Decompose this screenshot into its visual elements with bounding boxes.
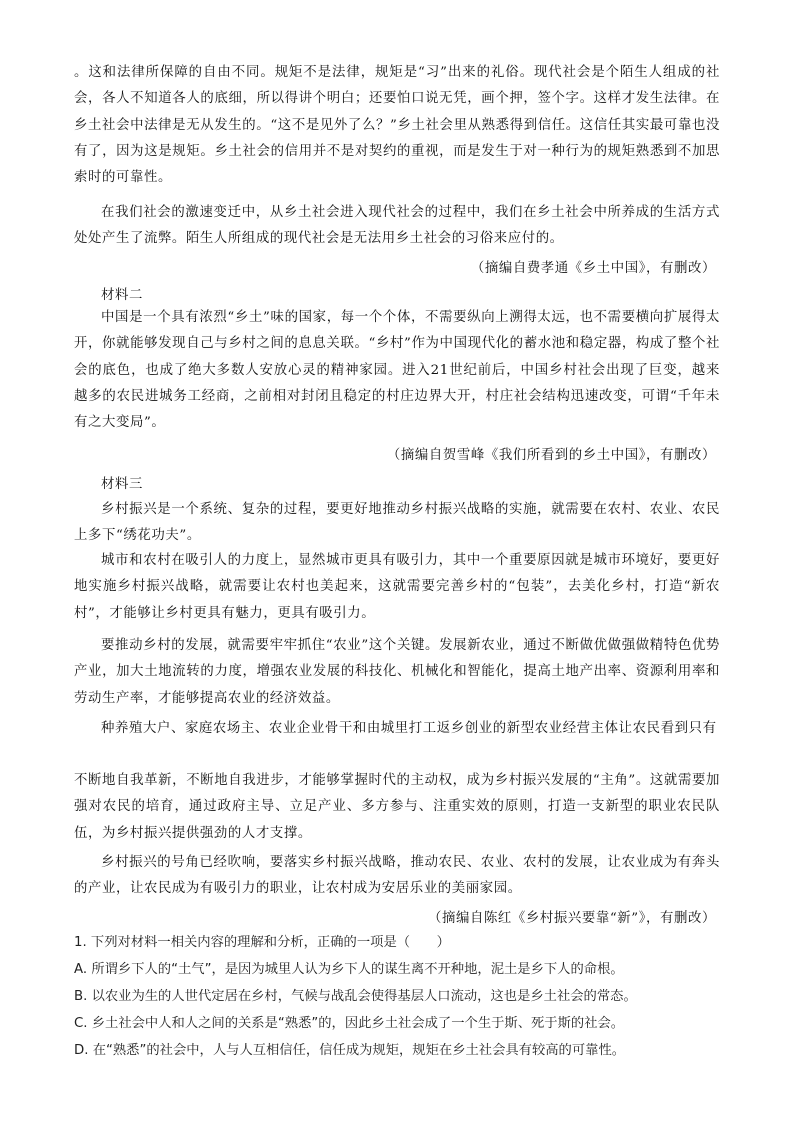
paragraph-material-3-5: 不断地自我革新，不断地自我进步，才能够掌握时代的主动权，成为乡村振兴发展的“主角”。这就需要加强对农民的培育，通过政府主导、立足产业、多方参与、注重实效的原则，打造一支新型的职业农民队伍，为乡村振兴提供强劲的人才支撑。 xyxy=(74,773,720,841)
heading-material-3: 材料三 xyxy=(101,477,143,492)
option-c: C. 乡土社会中人和人之间的关系是“熟悉”的，因此乡土社会成了一个生于斯、死于斯的社会。 xyxy=(74,1016,625,1031)
question-block xyxy=(74,929,734,1064)
paragraph-material-3-2: 城市和农村在吸引人的力度上，显然城市更具有吸引力，其中一个重要原因就是城市环境好，要更好地实施乡村振兴战略，就需要让农村也美起来，这就需要完善乡村的“包装”，去美化乡村，打造“新农村”，才能够让乡村更具有魅力，更具有吸引力。 xyxy=(74,553,720,621)
paragraph-material-3-6: 乡村振兴的号角已经吹响，要落实乡村振兴战略，推动农民、农业、农村的发展，让农业成为有奔头的产业，让农民成为有吸引力的职业，让农村成为安居乐业的美丽家园。 xyxy=(74,855,720,897)
option-a: A. 所谓乡下人的“土气”，是因为城里人认为乡下人的谋生离不开种地，泥土是乡下人的命根。 xyxy=(74,962,624,977)
source-citation-1: （摘编自费孝通《乡土中国》，有删改） xyxy=(470,261,716,276)
option-b: B. 以农业为生的人世代定居在乡村，气候与战乱会使得基层人口流动，这也是乡土社会的常态。 xyxy=(74,989,637,1004)
source-citation-2: （摘编自贺雪峰《我们所看到的乡土中国》，有删改） xyxy=(386,448,716,463)
paragraph-material-2: 中国是一个具有浓烈“乡土”味的国家，每一个个体，不需要纵向上溯得太远，也不需要横向扩展得太开，你就能够发现自己与乡村之间的息息关联。“乡村”作为中国现代化的蓄水池和稳定器，构成了整个社会的底色，也成了绝大多数人安放心灵的精神家园。进入21世纪前后，中国乡村社会出现了巨变，越来越多的农民进城务工经商，之前相对封闭且稳定的村庄边界大开，村庄社会结构迅速改变，可谓“千年未有之大变局”。 xyxy=(74,310,720,431)
source-citation-3: （摘编自陈红《乡村振兴要靠“新”》，有删改） xyxy=(427,911,716,926)
paragraph-material-3-3: 要推动乡村的发展，就需要牢牢抓住“农业”这个关键。发展新农业，通过不断做优做强做精特色优势产业，加大土地流转的力度，增强农业发展的科技化、机械化和智能化，提高土地产出率、资源利用率和劳动生产率，才能够提高农业的经济效益。 xyxy=(74,638,720,706)
question-stem: 1. 下列对材料一相关内容的理解和分析，正确的一项是（ ） xyxy=(74,935,450,950)
paragraph-material-1-part-2: 在我们社会的激速变迁中，从乡土社会进入现代社会的过程中，我们在乡土社会中所养成的生活方式处处产生了流弊。陌生人所组成的现代社会是无法用乡土社会的习俗来应付的。 xyxy=(74,205,720,247)
paragraph-material-3-1: 乡村振兴是一个系统、复杂的过程，要更好地推动乡村振兴战略的实施，就需要在农村、农业、农民上多下“绣花功夫”。 xyxy=(74,502,720,544)
paragraph-material-3-4: 种养殖大户、家庭农场主、农业企业骨干和由城里打工返乡创业的新型农业经营主体让农民看到只有 xyxy=(101,721,717,736)
option-d: D. 在“熟悉”的社会中，人与人互相信任，信任成为规矩，规矩在乡土社会具有较高的可靠性。 xyxy=(74,1043,626,1058)
paragraph-material-1-part-1: 。这和法律所保障的自由不同。规矩不是法律，规矩是“习”出来的礼俗。现代社会是个陌生人组成的社会，各人不知道各人的底细，所以得讲个明白；还要怕口说无凭，画个押，签个字。这样才发生法律。在乡土社会中法律是无从发生的。“这不是见外了么？”乡土社会里从熟悉得到信任。这信任其实最可靠也没有了，因为这是规矩。乡土社会的信用并不是对契约的重视，而是发生于对一种行为的规矩熟悉到不加思索时的可靠性。 xyxy=(74,65,720,186)
heading-material-2: 材料二 xyxy=(101,288,143,303)
